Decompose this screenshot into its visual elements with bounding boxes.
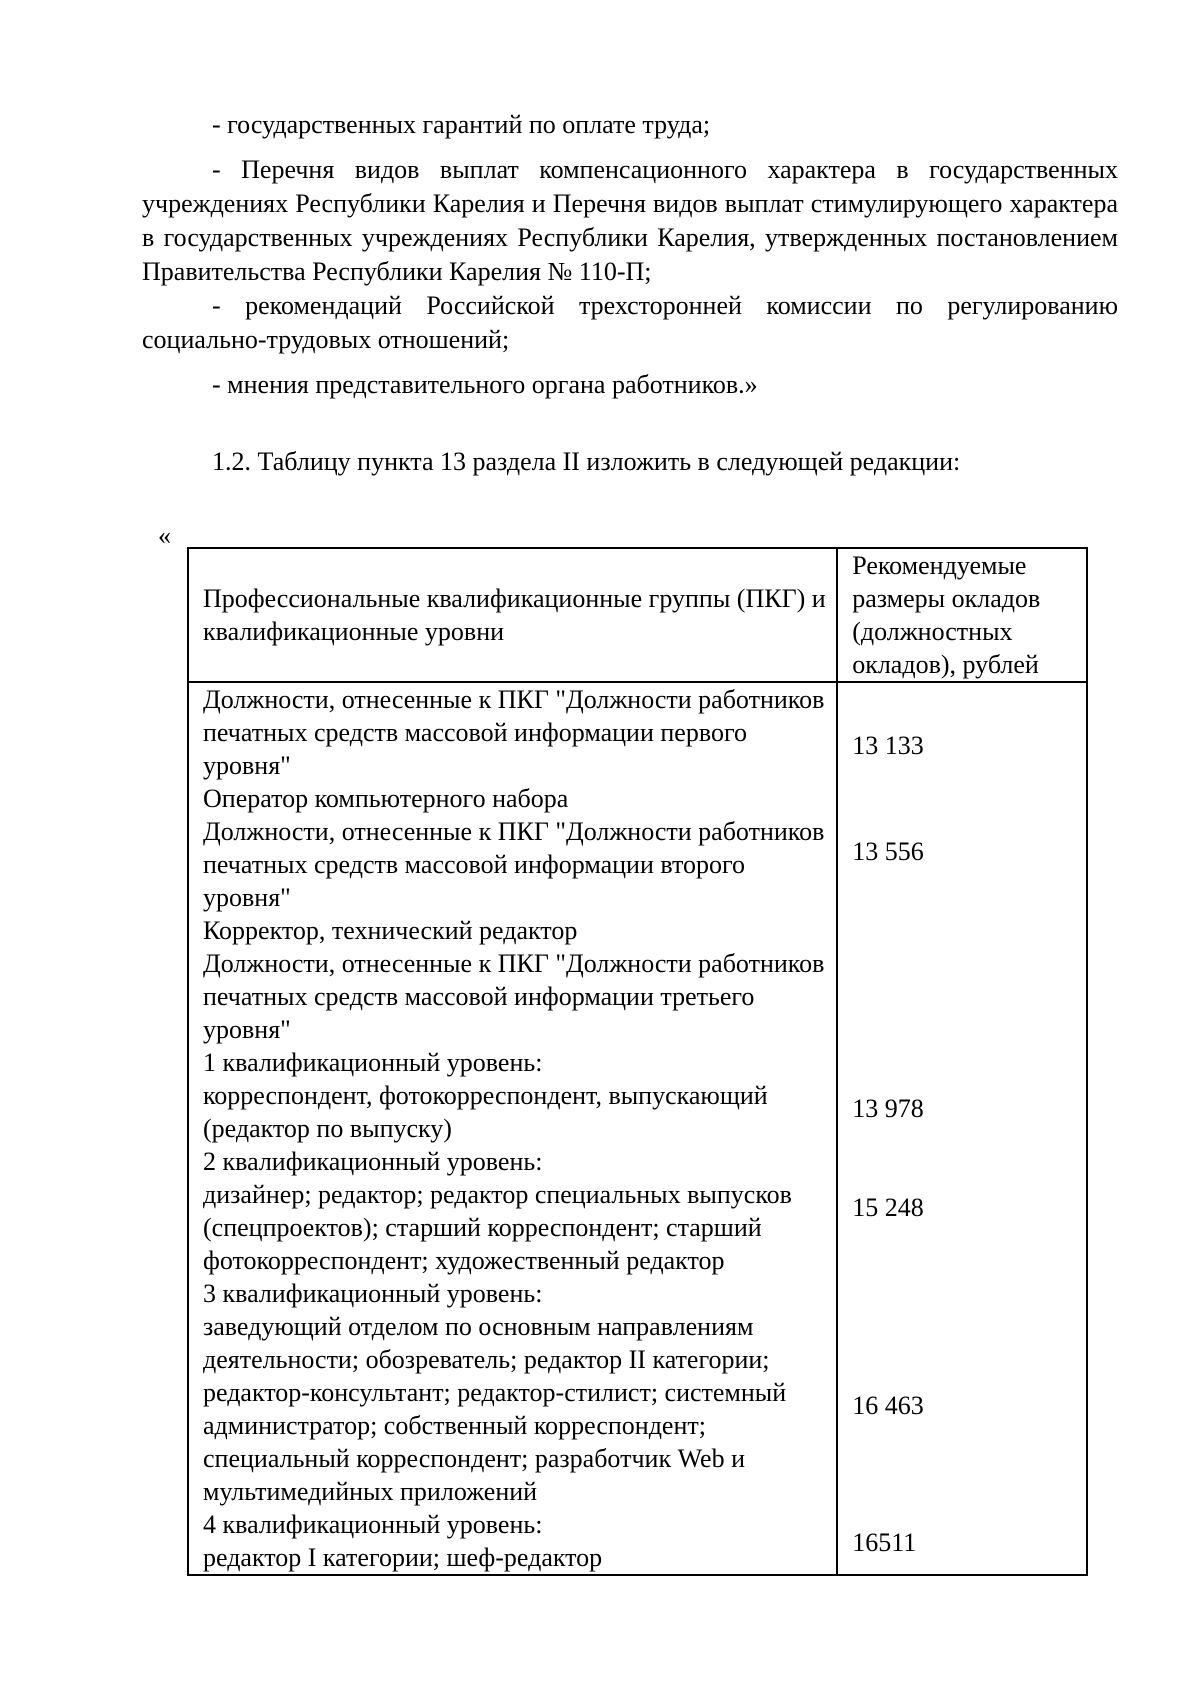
salary-table bbox=[187, 547, 1088, 1576]
table-cell-name bbox=[188, 1508, 837, 1575]
table-cell-value: 16511 bbox=[837, 1508, 1087, 1575]
row-line: 3 квалификационный уровень: bbox=[203, 1279, 543, 1308]
row-line: 4 квалификационный уровень: bbox=[203, 1510, 543, 1539]
table-cell-value: 16 463 bbox=[837, 1277, 1087, 1508]
paragraph-representative-body: - мнения представительного органа работников.» bbox=[212, 370, 758, 399]
row-line: корреспондент, фотокорреспондент, выпускающий (редактор по выпуску) bbox=[203, 1081, 768, 1143]
paragraph-commission-recommendations: - рекомендаций Российской трехсторонней комиссии по регулированию социально-трудовых отношений; bbox=[142, 291, 1118, 354]
row-line: Должности, отнесенные к ПКГ "Должности работников печатных средств массовой информации второго уровня" bbox=[203, 817, 825, 912]
table-cell-value: 15 248 bbox=[837, 1145, 1087, 1277]
table-body bbox=[188, 682, 1087, 1575]
row-line: Оператор компьютерного набора bbox=[203, 784, 569, 813]
row-line: 2 квалификационный уровень: bbox=[203, 1147, 543, 1176]
row-line: Должности, отнесенные к ПКГ "Должности работников печатных средств массовой информации первого уровня" bbox=[203, 685, 825, 780]
table-row bbox=[188, 682, 1087, 815]
paragraph-guarantees: - государственных гарантий по оплате труда; bbox=[212, 110, 711, 139]
table-cell-name bbox=[188, 1145, 837, 1277]
paragraph-table-intro: 1.2. Таблицу пункта 13 раздела II изложить в следующей редакции: bbox=[212, 447, 961, 476]
header-salary: Рекомендуемые размеры окладов (должностных окладов), рублей bbox=[837, 548, 1087, 682]
row-line: 1 квалификационный уровень: bbox=[203, 1048, 543, 1077]
table-cell-value: 13 978 bbox=[837, 1046, 1087, 1145]
opening-quote-mark: « bbox=[158, 521, 171, 550]
row-line: Корректор, технический редактор bbox=[203, 916, 578, 945]
table-cell-name bbox=[188, 815, 837, 947]
table-cell-name bbox=[188, 1277, 837, 1508]
table-row bbox=[188, 1508, 1087, 1575]
table-cell-value: 13 556 bbox=[837, 815, 1087, 947]
table-header-row bbox=[188, 548, 1087, 682]
table-row bbox=[188, 1145, 1087, 1277]
table-cell-name bbox=[188, 947, 837, 1046]
table-cell-value bbox=[837, 947, 1087, 1046]
row-line: дизайнер; редактор; редактор специальных выпусков (спецпроектов); старший корреспондент; старший фотокорреспондент; художественный редактор bbox=[203, 1180, 792, 1275]
table-cell-value: 13 133 bbox=[837, 682, 1087, 815]
table-row bbox=[188, 1277, 1087, 1508]
table-row bbox=[188, 1046, 1087, 1145]
paragraph-compensation-list: - Перечня видов выплат компенсационного характера в государственных учреждениях Республики Карелия и Перечня видов выплат стимулирующего характера в государственных учреждениях Республики Карелия, утвержденных постановлением Правительства Республики Карелия № 110-П; bbox=[142, 155, 1118, 286]
table-row bbox=[188, 815, 1087, 947]
table-cell-name bbox=[188, 1046, 837, 1145]
row-line: Должности, отнесенные к ПКГ "Должности работников печатных средств массовой информации третьего уровня" bbox=[203, 949, 825, 1044]
table-cell-name bbox=[188, 682, 837, 815]
row-line: заведующий отделом по основным направлениям деятельности; обозреватель; редактор II категории; редактор-консультант; редактор-стилист; системный администратор; собственный корреспондент; специальный корреспондент; разработчик Web и мультимедийных приложений bbox=[203, 1312, 787, 1506]
header-group-name: Профессиональные квалификационные группы (ПКГ) и квалификационные уровни bbox=[188, 548, 837, 682]
row-line: редактор I категории; шеф-редактор bbox=[203, 1543, 603, 1572]
table-row bbox=[188, 947, 1087, 1046]
